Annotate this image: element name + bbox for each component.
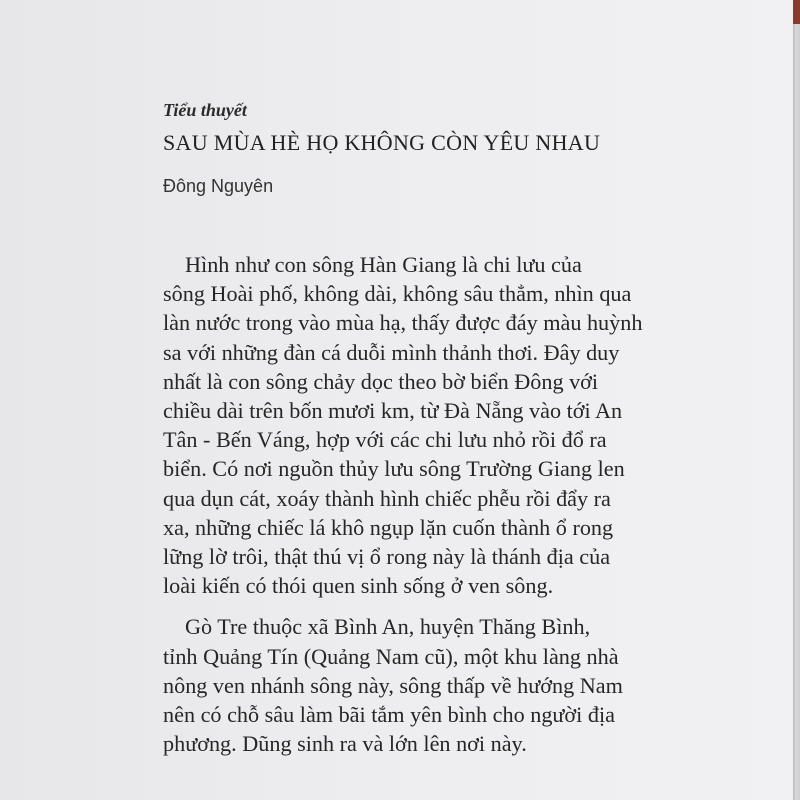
text-line: lững lờ trôi, thật thú vị ổ rong này là thánh địa của bbox=[163, 544, 611, 570]
text-line: tỉnh Quảng Tín (Quảng Nam cũ), một khu làng nhà bbox=[163, 643, 619, 669]
text-line: Tân - Bến Váng, hợp với các chi lưu nhỏ rồi đổ ra bbox=[163, 427, 607, 453]
text-line: xa, những chiếc lá khô ngụp lặn cuốn thành ổ rong bbox=[163, 514, 614, 540]
author-name: Đông Nguyên bbox=[163, 176, 274, 196]
paragraph bbox=[163, 250, 643, 600]
text-line: Hình như con sông Hàn Giang là chi lưu của bbox=[185, 252, 582, 277]
text-line: làn nước trong vào mùa hạ, thấy được đáy màu huỳnh bbox=[163, 310, 643, 336]
text-line: loài kiến có thói quen sinh sống ở ven sông. bbox=[163, 573, 554, 599]
genre-label: Tiểu thuyết bbox=[163, 100, 247, 120]
book-edge bbox=[793, 0, 800, 800]
paragraph bbox=[163, 612, 629, 758]
text-line: nhất là con sông chảy dọc theo bờ biển Đông với bbox=[163, 368, 599, 394]
text-line: chiều dài trên bốn mươi km, từ Đà Nẵng vào tới An bbox=[163, 398, 623, 424]
text-line: phương. Dũng sinh ra và lớn lên nơi này. bbox=[163, 731, 527, 757]
cover-corner bbox=[793, 0, 800, 24]
chapter-title: SAU MÙA HÈ HỌ KHÔNG CÒN YÊU NHAU bbox=[163, 130, 601, 155]
text-line: nên có chỗ sâu làm bãi tắm yên bình cho người địa bbox=[163, 702, 615, 728]
text-line: sa với những đàn cá duỗi mình thảnh thơi. Đây duy bbox=[163, 339, 620, 365]
text-line: Gò Tre thuộc xã Bình An, huyện Thăng Bình, bbox=[185, 614, 591, 640]
body-text bbox=[163, 250, 643, 770]
text-line: qua dụn cát, xoáy thành hình chiếc phễu rồi đẩy ra bbox=[163, 485, 611, 511]
text-line: biển. Có nơi nguồn thủy lưu sông Trường Giang len bbox=[163, 456, 625, 482]
text-line: nông ven nhánh sông này, sông thấp về hướng Nam bbox=[163, 672, 623, 698]
text-line: sông Hoài phố, không dài, không sâu thẳm, nhìn qua bbox=[163, 281, 632, 307]
